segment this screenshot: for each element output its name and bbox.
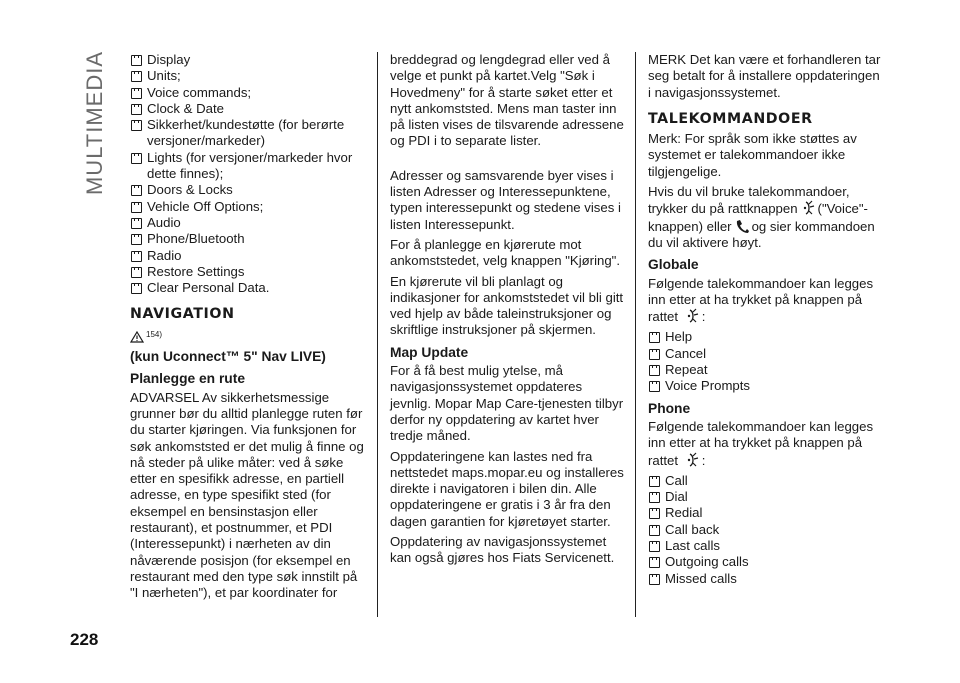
paragraph: Følgende talekommandoer kan legges inn etter at ha trykket på knappen på rattet : (648, 275, 874, 325)
list-item: Help (648, 329, 883, 345)
voice-commands-heading: TALEKOMMANDOER (648, 110, 813, 127)
checkbox-bullet-icon (131, 120, 142, 131)
list-item: Cancel (648, 346, 883, 362)
column-divider (635, 52, 636, 617)
checkbox-bullet-icon (131, 153, 142, 164)
list-item: Outgoing calls (648, 554, 883, 570)
list-item: Sikkerhet/kundestøtte (for berørte versjoner/markeder) (130, 117, 365, 150)
paragraph: MERK Det kan være et forhandleren tar seg betalt for å installere oppdateringen i navigasjonssystemet. (648, 52, 881, 100)
checkbox-bullet-icon (649, 332, 660, 343)
checkbox-bullet-icon (649, 574, 660, 585)
list-item: Clear Personal Data. (130, 280, 365, 296)
checkbox-bullet-icon (131, 71, 142, 82)
checkbox-bullet-icon (131, 185, 142, 196)
list-item: Repeat (648, 362, 883, 378)
checkbox-bullet-icon (131, 218, 142, 229)
voice-button-icon (801, 200, 815, 216)
checkbox-bullet-icon (131, 202, 142, 213)
checkbox-bullet-icon (649, 349, 660, 360)
map-update-heading: Map Update (390, 344, 469, 360)
paragraph: For å planlegge en kjørerute mot ankomststedet, velg knappen "Kjøring". (390, 236, 621, 269)
column-3 (648, 52, 883, 587)
checkbox-bullet-icon (649, 365, 660, 376)
list-item: Display (130, 52, 365, 68)
list-item: Dial (648, 489, 883, 505)
paragraph: Oppdateringene kan lastes ned fra nettstedet maps.mopar.eu og installeres direkte i navigatoren i bilen din. Alle oppdateringene er gratis i 3 år fra den dagen garantien for kjøretøyet starter. (390, 448, 624, 529)
navigation-subtitle: (kun Uconnect™ 5" Nav LIVE) (130, 349, 326, 365)
phone-commands-list (648, 473, 883, 587)
global-heading: Globale (648, 257, 699, 273)
checkbox-bullet-icon (649, 381, 660, 392)
navigation-heading: NAVIGATION (130, 306, 235, 323)
checkbox-bullet-icon (131, 251, 142, 262)
list-item: Radio (130, 248, 365, 264)
checkbox-bullet-icon (649, 557, 660, 568)
checkbox-bullet-icon (131, 234, 142, 245)
list-item: Audio (130, 215, 365, 231)
column-divider (377, 52, 378, 617)
warning-reference (130, 327, 365, 343)
phone-icon (735, 218, 749, 234)
section-title: MULTIMEDIA (82, 50, 108, 196)
paragraph: En kjørerute vil bli planlagt og indikasjoner for ankomststedet vil bli gitt ved hjelp av både taleinstruksjoner og skriftlige instruksjoner på skjermen. (390, 273, 624, 338)
paragraph: Adresser og samsvarende byer vises i listen Adresser og Interessepunktene, typen interessepunkt og stedene vises i listen Interessepunkt. (390, 167, 621, 232)
column-2 (390, 52, 625, 571)
checkbox-bullet-icon (649, 492, 660, 503)
checkbox-bullet-icon (131, 88, 142, 99)
route-planning-text: ADVARSEL Av sikkerhetsmessige grunner bør du alltid planlegge ruten før du starter kjøringen. Via funksjonen for søk ankomststed er det mulig å finne og nå steder på ulike måter: ved å søke etter en spesifikk adresse, en partiell adresse, en type spesifikt sted (for eksempel en bensinstasjon eller restaurant), et postnummer, et PDI (Interessepunkt) i nærheten av din nåværende posisjon (for eksempel en restaurant med den type søk innstilt på "I nærheten"), et par koordinater for (130, 389, 364, 601)
paragraph: Merk: For språk som ikke støttes av systemet er talekommandoer ikke tilgjengelige. (648, 131, 857, 179)
paragraph: Oppdatering av navigasjonssystemet kan også gjøres hos Fiats Servicenett. (390, 534, 615, 566)
route-planning-heading: Planlegge en rute (130, 371, 246, 387)
column-1 (130, 52, 365, 606)
checkbox-bullet-icon (649, 476, 660, 487)
global-commands-list (648, 329, 883, 394)
paragraph: breddegrad og lengdegrad eller ved å velge et punkt på kartet.Velg "Søk i Hovedmeny" for å starte søket etter et nytt ankomststed. Mens man taster inn på listen vises de tilsvarende adressene og PDI i to separate lister. (390, 52, 624, 149)
paragraph: Hvis du vil bruke talekommandoer, trykker du på rattknappen ("Voice"-knappen) eller og sier kommandoen du vil aktivere høyt. (648, 184, 875, 250)
list-item: Call (648, 473, 883, 489)
list-item: Missed calls (648, 571, 883, 587)
warning-triangle-icon (130, 331, 144, 343)
voice-button-icon (685, 452, 699, 468)
list-item: Last calls (648, 538, 883, 554)
checkbox-bullet-icon (131, 267, 142, 278)
checkbox-bullet-icon (649, 508, 660, 519)
checkbox-bullet-icon (131, 104, 142, 115)
list-item: Redial (648, 505, 883, 521)
list-item: Units; (130, 68, 365, 84)
list-item: Voice commands; (130, 85, 365, 101)
list-item: Voice Prompts (648, 378, 883, 394)
section-side-label (78, 50, 112, 196)
settings-list (130, 52, 365, 296)
checkbox-bullet-icon (131, 283, 142, 294)
warning-number: 154) (146, 329, 163, 339)
list-item: Vehicle Off Options; (130, 199, 365, 215)
list-item: Restore Settings (130, 264, 365, 280)
paragraph: Følgende talekommandoer kan legges inn etter at ha trykket på knappen på rattet : (648, 418, 874, 468)
list-item: Call back (648, 522, 883, 538)
voice-button-icon (685, 308, 699, 324)
list-item: Doors & Locks (130, 182, 365, 198)
checkbox-bullet-icon (649, 525, 660, 536)
checkbox-bullet-icon (131, 55, 142, 66)
list-item: Lights (for versjoner/markeder hvor dette finnes); (130, 150, 365, 183)
list-item: Clock & Date (130, 101, 365, 117)
checkbox-bullet-icon (649, 541, 660, 552)
paragraph: For å få best mulig ytelse, må navigasjonssystemet oppdateres jevnlig. Mopar Map Care-tjenesten tilbyr derfor ny oppdatering av kartet hver tredje måned. (390, 363, 624, 444)
phone-heading: Phone (648, 400, 691, 416)
page-number: 228 (70, 630, 99, 649)
list-item: Phone/Bluetooth (130, 231, 365, 247)
